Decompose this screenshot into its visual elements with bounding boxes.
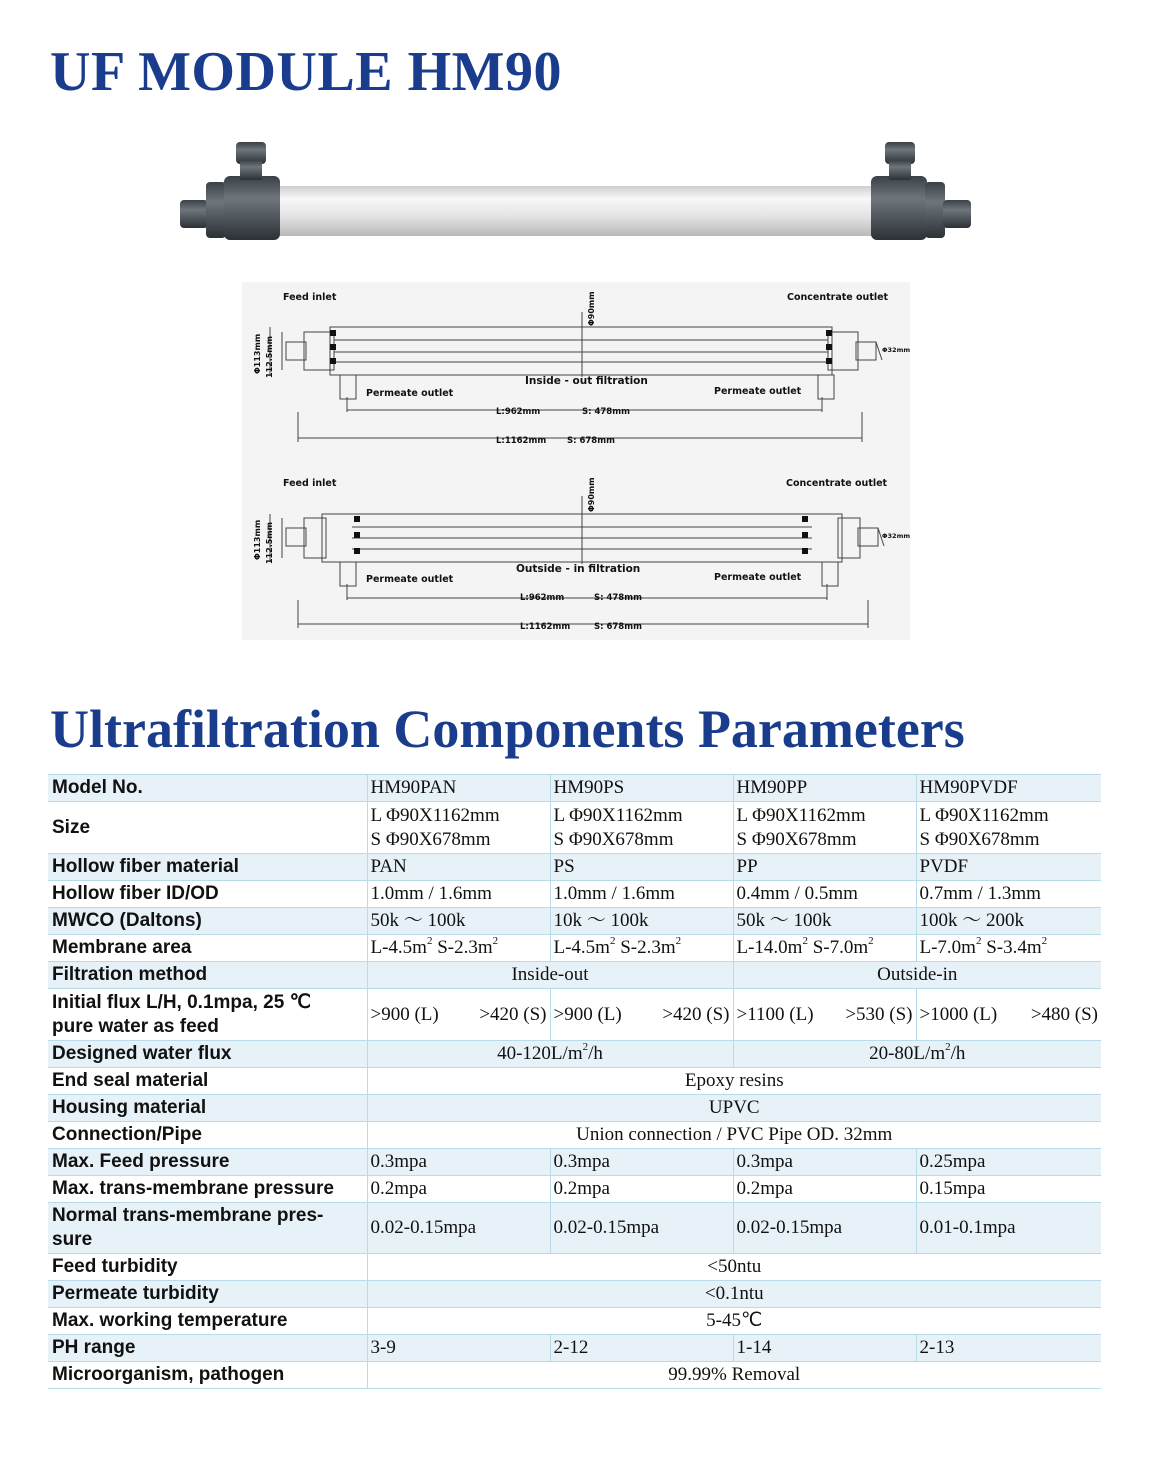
table-row [48, 1149, 1101, 1176]
size-cell: L Φ90X1162mm S Φ90X678mm [367, 802, 550, 854]
ph-cell: 1-14 [733, 1335, 916, 1362]
table-row [48, 1041, 1101, 1068]
concentrate-outlet-label: Concentrate outlet [786, 478, 888, 489]
section-title: Ultrafiltration Components Parameters [50, 699, 965, 759]
feed-inlet-label: Feed inlet [283, 292, 337, 303]
parameters-table [48, 774, 1101, 1389]
table-row [48, 854, 1101, 881]
table-row [48, 1254, 1101, 1281]
flux-cell: >900 (L) >420 (S) [367, 989, 550, 1041]
table-row [48, 1176, 1101, 1203]
max-temp-cell: 5-45℃ [367, 1308, 1101, 1335]
feed-inlet-label: Feed inlet [283, 478, 337, 489]
row-label: Designed water flux [48, 1041, 367, 1068]
flux-cell: >1000 (L) >480 (S) [916, 989, 1101, 1041]
inner-height-label: 112.5mm [265, 336, 274, 378]
inner-height-label: 112.5mm [265, 522, 274, 564]
permeate-outlet-right-label: Permeate outlet [714, 572, 802, 583]
model-cell: HM90PS [550, 775, 733, 802]
permeate-outlet-left-label: Permeate outlet [366, 574, 454, 585]
mwco-cell: 50k ～ 100k [367, 908, 550, 935]
fiber-idod-cell: 0.4mm / 0.5mm [733, 881, 916, 908]
table-row [48, 908, 1101, 935]
permeate-outlet-left-label: Permeate outlet [366, 388, 454, 399]
row-label: Max. Feed pressure [48, 1149, 367, 1176]
row-label: Housing material [48, 1095, 367, 1122]
table-row [48, 1122, 1101, 1149]
dimension-diagram [242, 282, 910, 640]
row-label: Normal trans-membrane pres- sure [48, 1203, 367, 1254]
diameter-label: Φ90mm [587, 477, 596, 512]
mwco-cell: 10k ～ 100k [550, 908, 733, 935]
table-row [48, 802, 1101, 854]
area-cell: $L-14.0m^2$ $S-7.0m^2$ [733, 935, 916, 962]
row-label: Max. trans-membrane pressure [48, 1176, 367, 1203]
max-feed-cell: 0.3mpa [367, 1149, 550, 1176]
row-label: Initial flux L/H, 0.1mpa, 25 ℃ pure water as feed [48, 989, 367, 1041]
outer-short-label: S: 678mm [594, 622, 642, 632]
table-row [48, 1095, 1101, 1122]
outer-short-label: S: 678mm [567, 436, 615, 446]
pipe-label: Φ32mm [882, 346, 910, 354]
size-cell: L Φ90X1162mm S Φ90X678mm [550, 802, 733, 854]
row-label: Microorganism, pathogen [48, 1362, 367, 1389]
outer-diameter-label: Φ113mm [253, 519, 262, 560]
inner-length-label: L:962mm [496, 407, 541, 417]
area-cell: $L-7.0m^2$ $S-3.4m^2$ [916, 935, 1101, 962]
housing-cell: UPVC [367, 1095, 1101, 1122]
table-row [48, 1335, 1101, 1362]
uf-module-image [178, 140, 973, 240]
normal-tmp-cell: 0.02-0.15mpa [367, 1203, 550, 1254]
filtration-cell: Inside-out [367, 962, 733, 989]
filtration-cell: Outside-in [733, 962, 1101, 989]
table-row [48, 1068, 1101, 1095]
fiber-material-cell: PAN [367, 854, 550, 881]
fiber-idod-cell: 0.7mm / 1.3mm [916, 881, 1101, 908]
permeate-turbidity-cell: <0.1ntu [367, 1281, 1101, 1308]
ph-cell: 2-13 [916, 1335, 1101, 1362]
max-tmp-cell: 0.2mpa [367, 1176, 550, 1203]
row-label: Connection/Pipe [48, 1122, 367, 1149]
inner-short-label: S: 478mm [582, 407, 630, 417]
permeate-outlet-right-label: Permeate outlet [714, 386, 802, 397]
connection-cell: Union connection / PVC Pipe OD. 32mm [367, 1122, 1101, 1149]
max-tmp-cell: 0.15mpa [916, 1176, 1101, 1203]
table-row [48, 775, 1101, 802]
row-label: MWCO (Daltons) [48, 908, 367, 935]
outer-length-label: L:1162mm [520, 622, 571, 632]
size-cell: L Φ90X1162mm S Φ90X678mm [733, 802, 916, 854]
table-row [48, 935, 1101, 962]
fiber-material-cell: PP [733, 854, 916, 881]
row-label: Permeate turbidity [48, 1281, 367, 1308]
feed-turbidity-cell: <50ntu [367, 1254, 1101, 1281]
max-feed-cell: 0.25mpa [916, 1149, 1101, 1176]
model-cell: HM90PAN [367, 775, 550, 802]
normal-tmp-cell: 0.02-0.15mpa [550, 1203, 733, 1254]
ph-cell: 3-9 [367, 1335, 550, 1362]
row-label: Hollow fiber material [48, 854, 367, 881]
model-cell: HM90PP [733, 775, 916, 802]
micro-cell: 99.99% Removal [367, 1362, 1101, 1389]
fiber-idod-cell: 1.0mm / 1.6mm [367, 881, 550, 908]
flux-cell: >900 (L) >420 (S) [550, 989, 733, 1041]
area-cell: $L-4.5m^2$ $S-2.3m^2$ [550, 935, 733, 962]
filtration-mode-label: Inside - out filtration [525, 375, 648, 387]
size-cell: L Φ90X1162mm S Φ90X678mm [916, 802, 1101, 854]
max-feed-cell: 0.3mpa [550, 1149, 733, 1176]
model-cell: HM90PVDF [916, 775, 1101, 802]
filtration-mode-label: Outside - in filtration [516, 563, 641, 575]
inner-length-label: L:962mm [520, 593, 565, 603]
fiber-idod-cell: 1.0mm / 1.6mm [550, 881, 733, 908]
table-row [48, 1203, 1101, 1254]
row-label: Max. working temperature [48, 1308, 367, 1335]
table-row [48, 1308, 1101, 1335]
row-label: PH range [48, 1335, 367, 1362]
page-title: UF MODULE HM90 [50, 41, 562, 103]
normal-tmp-cell: 0.01-0.1mpa [916, 1203, 1101, 1254]
max-feed-cell: 0.3mpa [733, 1149, 916, 1176]
table-row [48, 1281, 1101, 1308]
pipe-label: Φ32mm [882, 532, 910, 540]
inner-short-label: S: 478mm [594, 593, 642, 603]
flux-cell: >1100 (L) >530 (S) [733, 989, 916, 1041]
row-label: Filtration method [48, 962, 367, 989]
table-row [48, 989, 1101, 1041]
designed-flux-cell: $20-80L/m^2/h$ [733, 1041, 1101, 1068]
outer-diameter-label: Φ113mm [253, 333, 262, 374]
row-label: End seal material [48, 1068, 367, 1095]
diameter-label: Φ90mm [587, 291, 596, 326]
designed-flux-cell: $40-120L/m^2/h$ [367, 1041, 733, 1068]
fiber-material-cell: PVDF [916, 854, 1101, 881]
table-row [48, 962, 1101, 989]
ph-cell: 2-12 [550, 1335, 733, 1362]
row-label: Model No. [48, 775, 367, 802]
fiber-material-cell: PS [550, 854, 733, 881]
row-label: Hollow fiber ID/OD [48, 881, 367, 908]
concentrate-outlet-label: Concentrate outlet [787, 292, 889, 303]
mwco-cell: 100k ～ 200k [916, 908, 1101, 935]
max-tmp-cell: 0.2mpa [550, 1176, 733, 1203]
mwco-cell: 50k ～ 100k [733, 908, 916, 935]
row-label: Feed turbidity [48, 1254, 367, 1281]
table-row [48, 1362, 1101, 1389]
max-tmp-cell: 0.2mpa [733, 1176, 916, 1203]
table-row [48, 881, 1101, 908]
area-cell: $L-4.5m^2$ $S-2.3m^2$ [367, 935, 550, 962]
row-label: Membrane area [48, 935, 367, 962]
outer-length-label: L:1162mm [496, 436, 547, 446]
end-seal-cell: Epoxy resins [367, 1068, 1101, 1095]
normal-tmp-cell: 0.02-0.15mpa [733, 1203, 916, 1254]
row-label: Size [48, 802, 367, 854]
